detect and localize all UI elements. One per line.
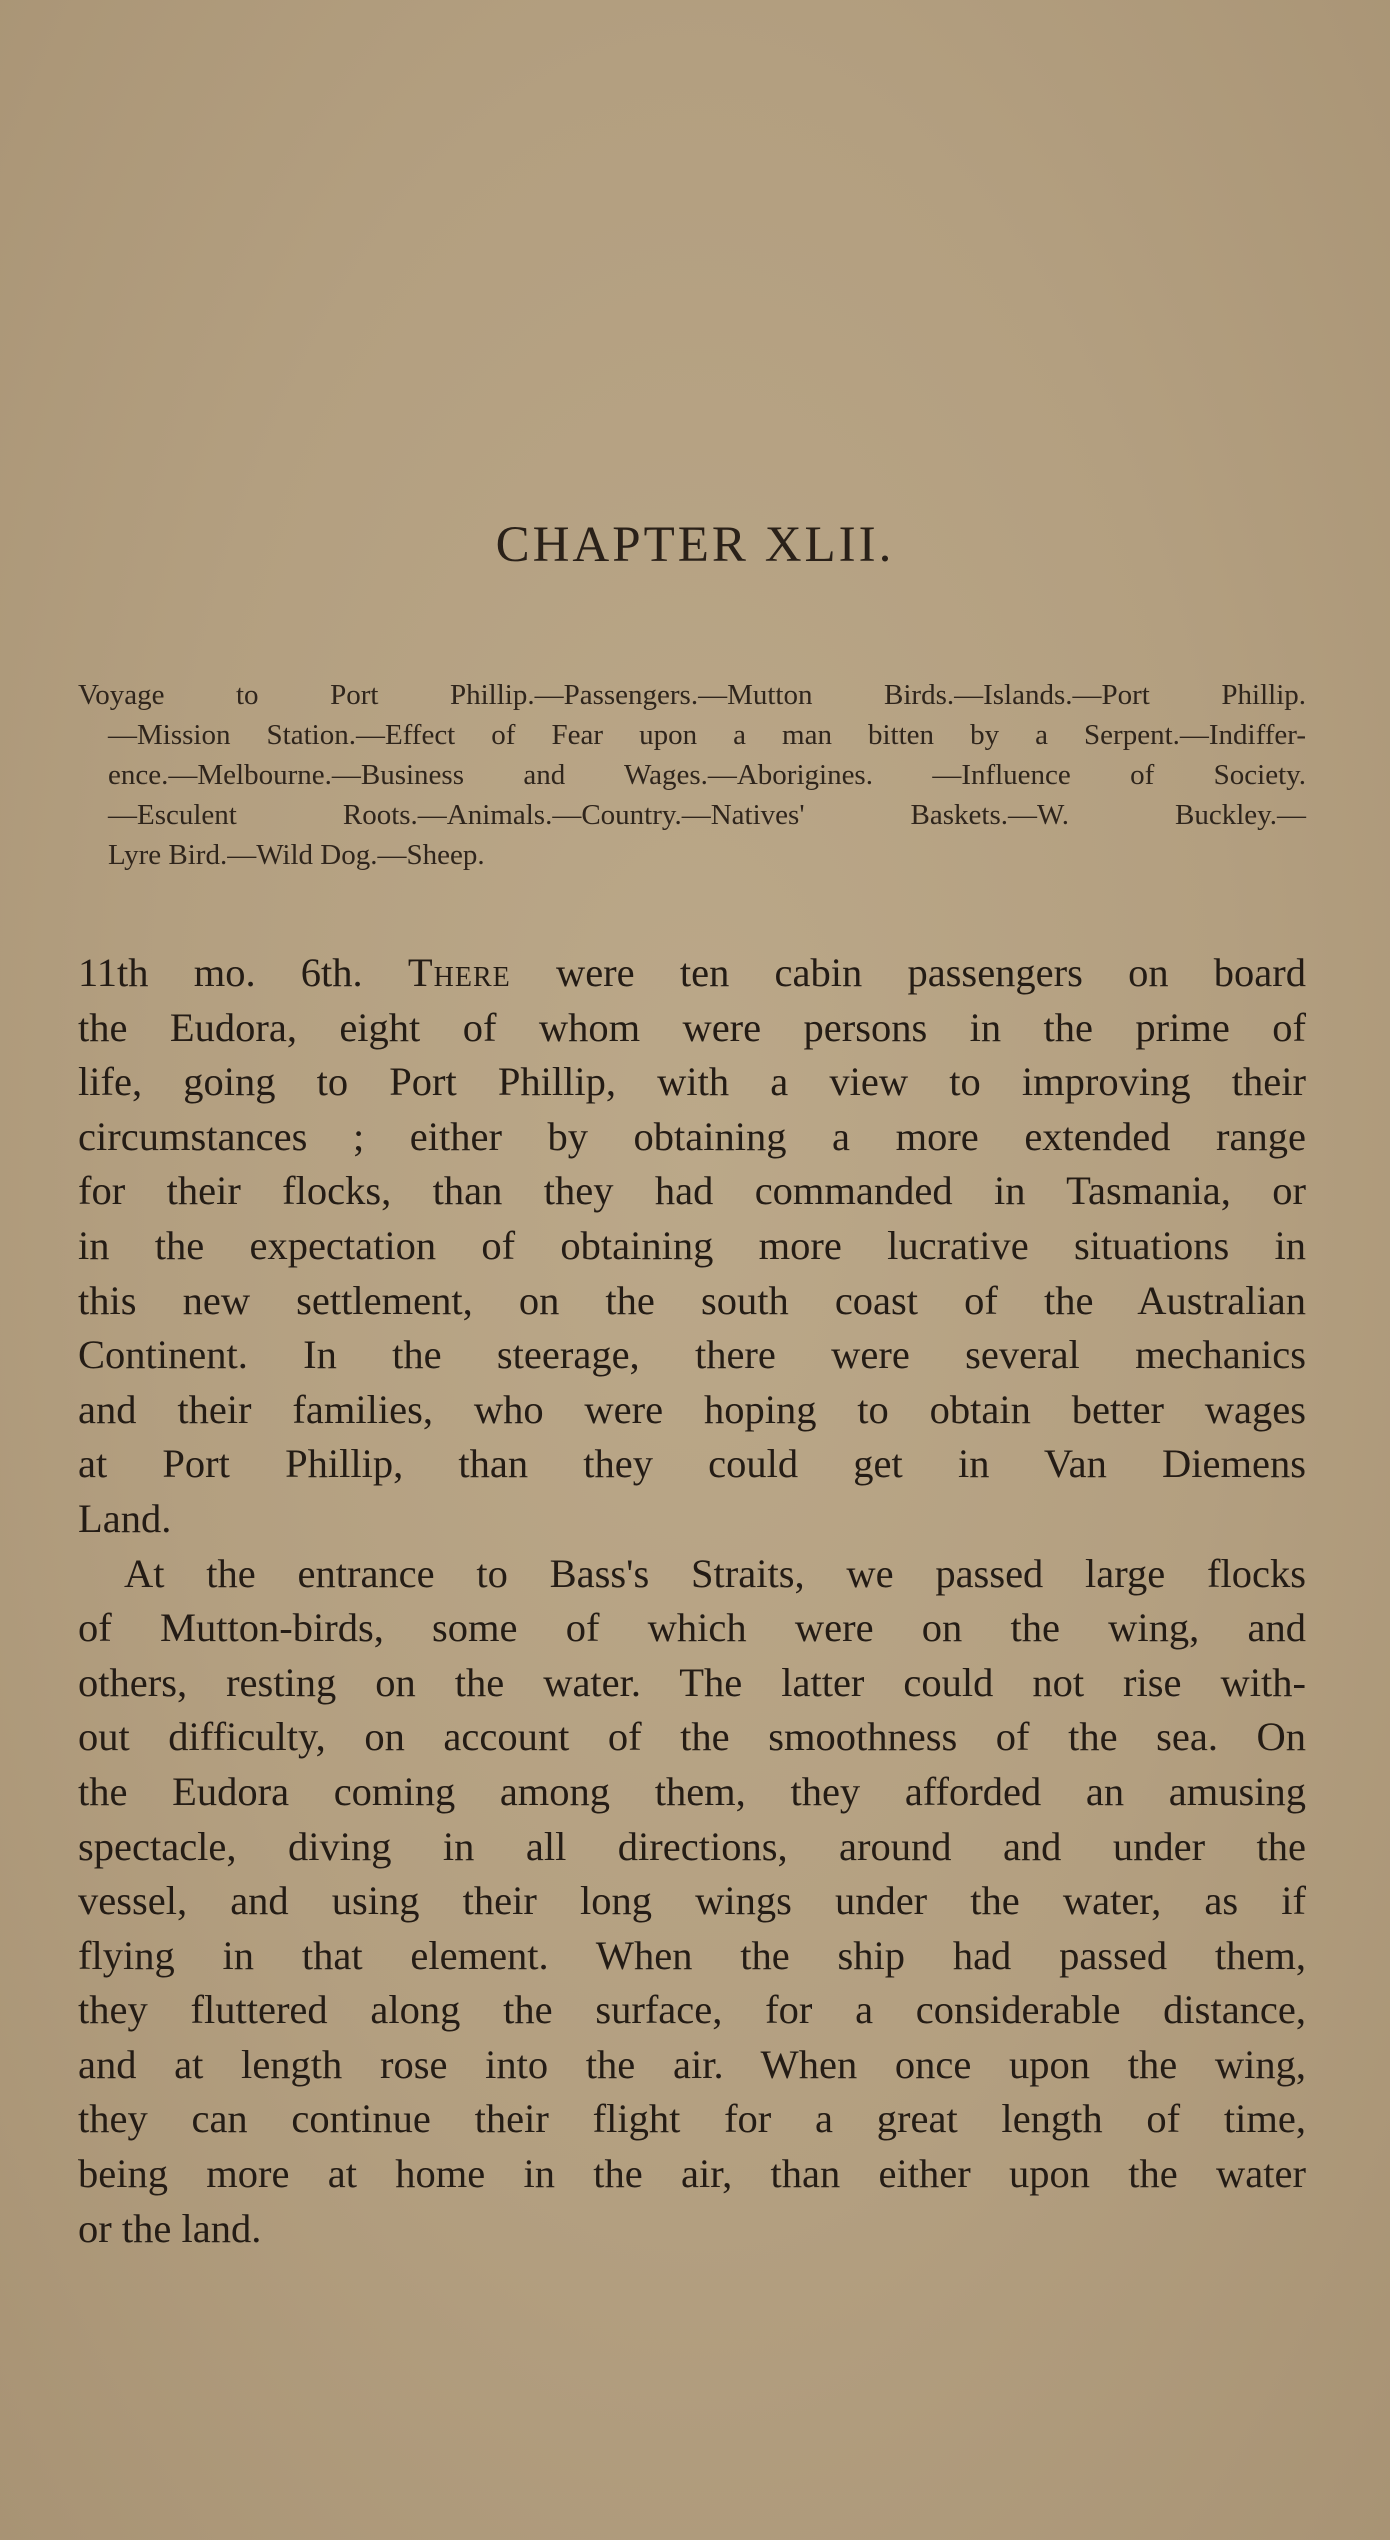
text-line: others, resting on the water. The latter could not rise with- bbox=[78, 1659, 1306, 1705]
text-line: they can continue their flight for a great length of time, bbox=[78, 2096, 1306, 2142]
synopsis-line: —Esculent Roots.—Animals.—Country.—Natives' Baskets.—W. Buckley.— bbox=[108, 799, 1306, 831]
chapter-synopsis bbox=[78, 675, 1306, 875]
entry-date: 11th mo. 6th. bbox=[78, 950, 363, 995]
text-line: for their flocks, than they had commanded in Tasmania, or bbox=[78, 1168, 1306, 1214]
text-line: Land. bbox=[78, 1495, 172, 1541]
text-line: out difficulty, on account of the smoothness of the sea. On bbox=[78, 1714, 1306, 1760]
text-line: circumstances ; either by obtaining a more extended range bbox=[78, 1113, 1306, 1159]
text-line: the Eudora coming among them, they afforded an amusing bbox=[78, 1768, 1306, 1814]
text-line: life, going to Port Phillip, with a view to improving their bbox=[78, 1059, 1306, 1105]
text-line: in the expectation of obtaining more lucrative situations in bbox=[78, 1222, 1306, 1268]
synopsis-line: Voyage to Port Phillip.—Passengers.—Mutton Birds.—Islands.—Port Phillip. bbox=[78, 679, 1306, 711]
opening-word: There bbox=[407, 950, 511, 995]
text-line: or the land. bbox=[78, 2205, 262, 2251]
chapter-title: CHAPTER XLII. bbox=[495, 517, 895, 573]
text-line: of Mutton-birds, some of which were on the wing, and bbox=[78, 1605, 1306, 1651]
first-line-rest: were ten cabin passengers on board bbox=[555, 950, 1307, 995]
paragraph-1 bbox=[78, 946, 1306, 1547]
text-line bbox=[78, 946, 1306, 1001]
text-line: being more at home in the air, than either upon the water bbox=[78, 2151, 1306, 2197]
synopsis-line: Lyre Bird.—Wild Dog.—Sheep. bbox=[108, 839, 485, 871]
paragraph-2 bbox=[78, 1547, 1306, 2257]
text-line: the Eudora, eight of whom were persons in the prime of bbox=[78, 1004, 1306, 1050]
text-line: they fluttered along the surface, for a considerable distance, bbox=[78, 1987, 1306, 2033]
synopsis-line: ence.—Melbourne.—Business and Wages.—Aborigines. —Influence of Society. bbox=[108, 759, 1306, 791]
text-line: flying in that element. When the ship had passed them, bbox=[78, 1932, 1306, 1978]
synopsis-line: —Mission Station.—Effect of Fear upon a man bitten by a Serpent.—Indiffer- bbox=[108, 719, 1306, 751]
text-line: At the entrance to Bass's Straits, we passed large flocks bbox=[124, 1550, 1306, 1596]
text-line: this new settlement, on the south coast of the Australian bbox=[78, 1277, 1306, 1323]
text-line: and their families, who were hoping to obtain better wages bbox=[78, 1386, 1306, 1432]
body-text bbox=[78, 946, 1306, 2256]
text-line: Continent. In the steerage, there were several mechanics bbox=[78, 1332, 1306, 1378]
text-line: at Port Phillip, than they could get in Van Diemens bbox=[78, 1441, 1306, 1487]
text-line: spectacle, diving in all directions, around and under the bbox=[78, 1823, 1306, 1869]
text-line: and at length rose into the air. When once upon the wing, bbox=[78, 2041, 1306, 2087]
text-line: vessel, and using their long wings under the water, as if bbox=[78, 1878, 1306, 1924]
